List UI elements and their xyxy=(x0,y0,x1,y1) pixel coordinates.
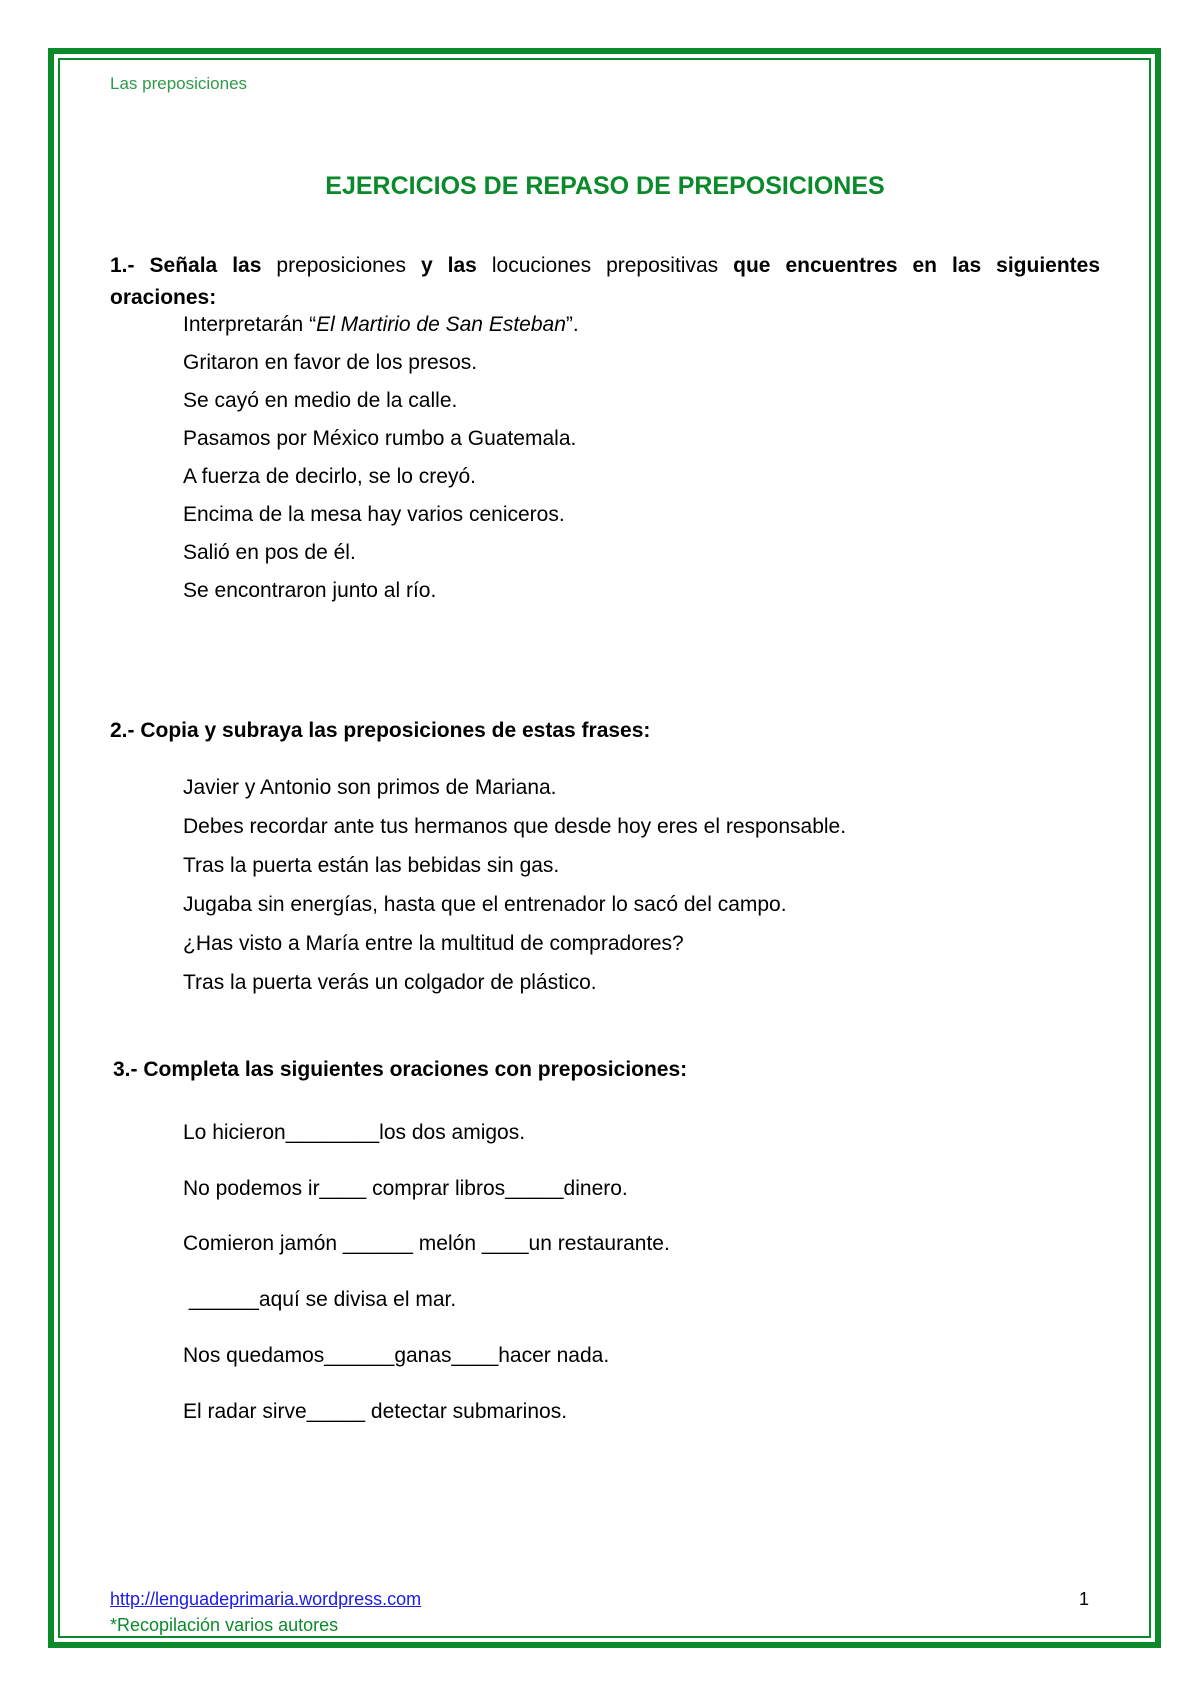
instruction-bold-text: y las xyxy=(421,254,477,277)
sentence xyxy=(183,313,579,337)
sentence: Tras la puerta verás un colgador de plástico. xyxy=(183,971,597,994)
sentence: Jugaba sin energías, hasta que el entrenador lo sacó del campo. xyxy=(183,893,787,916)
instruction-text: locuciones prepositivas xyxy=(491,254,719,277)
sentence-italic-title: El Martirio de San Esteban xyxy=(316,313,566,336)
fill-in-sentence: El radar sirve_____ detectar submarinos. xyxy=(183,1400,568,1423)
fill-in-sentence: No podemos ir____ comprar libros_____dinero. xyxy=(183,1177,628,1200)
sentence: Salió en pos de él. xyxy=(183,541,356,564)
sentence: Se encontraron junto al río. xyxy=(183,579,437,602)
sentence: Se cayó en medio de la calle. xyxy=(183,389,458,412)
fill-in-sentence: Nos quedamos______ganas____hacer nada. xyxy=(183,1344,610,1367)
sentence: Pasamos por México rumbo a Guatemala. xyxy=(183,427,577,450)
fill-in-sentence: Lo hicieron________los dos amigos. xyxy=(183,1121,526,1144)
sentence-text: Interpretarán “ xyxy=(183,313,317,336)
page-number: 1 xyxy=(1079,1589,1090,1609)
instruction-bold-text: Señala las xyxy=(149,254,262,277)
fill-in-sentence: ______aquí se divisa el mar. xyxy=(183,1288,457,1311)
sentence: Encima de la mesa hay varios ceniceros. xyxy=(183,503,565,526)
fill-in-sentence: Comieron jamón ______ melón ____un restaurante. xyxy=(183,1232,670,1255)
exercise-1-number: 1.- xyxy=(110,254,135,277)
sentence: Debes recordar ante tus hermanos que desde hoy eres el responsable. xyxy=(183,815,847,838)
page-title: EJERCICIOS DE REPASO DE PREPOSICIONES xyxy=(325,172,885,200)
sentence: ¿Has visto a María entre la multitud de compradores? xyxy=(183,932,684,955)
footer-link[interactable]: http://lenguadeprimaria.wordpress.com xyxy=(110,1589,422,1609)
header-label: Las preposiciones xyxy=(110,74,248,93)
sentence: Gritaron en favor de los presos. xyxy=(183,351,478,374)
exercise-3-instruction: 3.- Completa las siguientes oraciones con preposiciones: xyxy=(113,1058,688,1081)
sentence: Javier y Antonio son primos de Mariana. xyxy=(183,776,557,799)
exercise-2-instruction: 2.- Copia y subraya las preposiciones de estas frases: xyxy=(110,719,651,742)
exercise-1-instruction xyxy=(110,250,1100,314)
footer-note: *Recopilación varios autores xyxy=(110,1615,339,1635)
sentence: A fuerza de decirlo, se lo creyó. xyxy=(183,465,476,488)
sentence-text: ”. xyxy=(565,313,579,336)
sentence: Tras la puerta están las bebidas sin gas. xyxy=(183,854,560,877)
instruction-text: preposiciones xyxy=(276,254,406,277)
instruction-bold-text: que encuentres en las siguientes oraciones: xyxy=(110,254,1101,309)
